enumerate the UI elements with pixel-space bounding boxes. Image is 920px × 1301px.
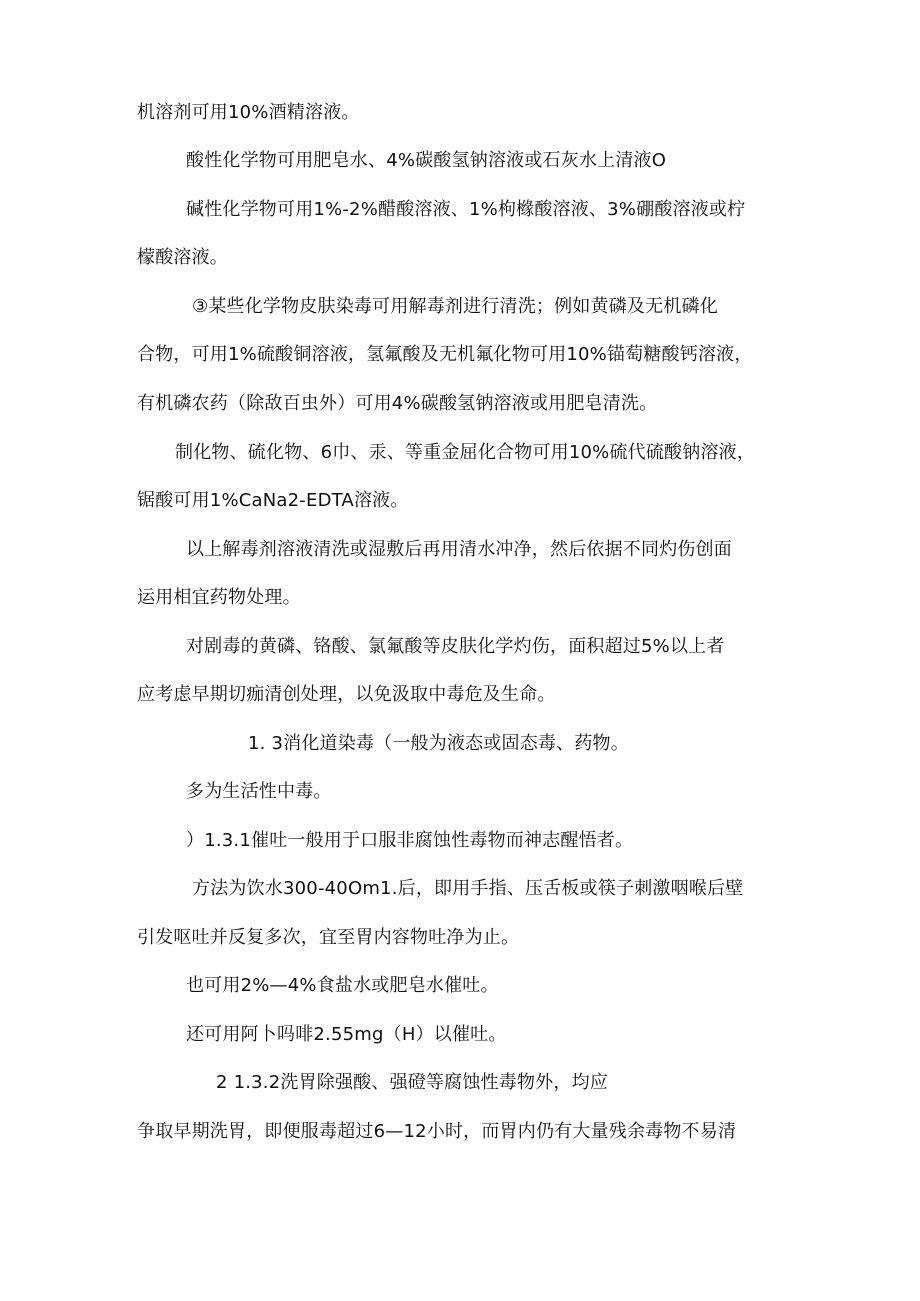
text-line: 锯酸可用1%CaNa2-EDTA溶液。 [137,490,409,511]
text-line: 对剧毒的黄磷、铬酸、氯氟酸等皮肤化学灼伤，面积超过5%以上者 [186,636,725,657]
text-line: 机溶剂可用10%酒精溶液。 [137,102,360,123]
text-line: 方法为饮水300-40Om1.后，即用手指、压舌板或筷子刺激咽喉后壁 [192,878,744,899]
text-line: 1. 3消化道染毒（一般为液态或固态毒、药物。 [248,733,629,754]
text-line: 还可用阿卜吗啡2.55mg（H）以催吐。 [186,1024,507,1045]
text-line: 引发呕吐并反复多次，宜至胃内容物吐净为止。 [137,927,520,948]
text-line: 以上解毒剂溶液清洗或湿敷后再用清水冲净，然后依据不同灼伤创面 [186,539,732,560]
text-line: 多为生活性中毒。 [186,781,332,802]
text-line: 运用相宜药物处理。 [137,587,301,608]
text-line: 应考虑早期切痂清创处理，以免汲取中毒危及生命。 [137,684,556,705]
text-line: ③某些化学物皮肤染毒可用解毒剂进行清洗；例如黄磷及无机磷化 [192,296,718,317]
text-line: ）1.3.1催吐一般用于口服非腐蚀性毒物而神志醒悟者。 [186,830,634,851]
text-line: 碱性化学物可用1%-2%醋酸溶液、1%枸橼酸溶液、3%硼酸溶液或柠 [186,199,746,220]
text-line: 檬酸溶液。 [137,247,228,268]
text-line: 也可用2%—4%食盐水或肥皂水催吐。 [186,975,499,996]
text-line: 有机磷农药（除敌百虫外）可用4%碳酸氢钠溶液或用肥皂清洗。 [137,393,658,414]
text-line: 酸性化学物可用肥皂水、4%碳酸氢钠溶液或石灰水上清液O [186,150,667,171]
text-line: 合物，可用1%硫酸铜溶液，氢氟酸及无机氟化物可用10%锚萄糖酸钙溶液， [137,344,753,365]
text-line: 制化物、硫化物、6巾、汞、等重金屈化合物可用10%硫代硫酸钠溶液， [175,442,756,463]
text-line: 2 1.3.2洗胃除强酸、强磴等腐蚀性毒物外，均应 [216,1072,608,1093]
text-line: 争取早期洗胃，即便服毒超过6—12小时，而胃内仍有大量残余毒物不易清 [137,1121,737,1142]
